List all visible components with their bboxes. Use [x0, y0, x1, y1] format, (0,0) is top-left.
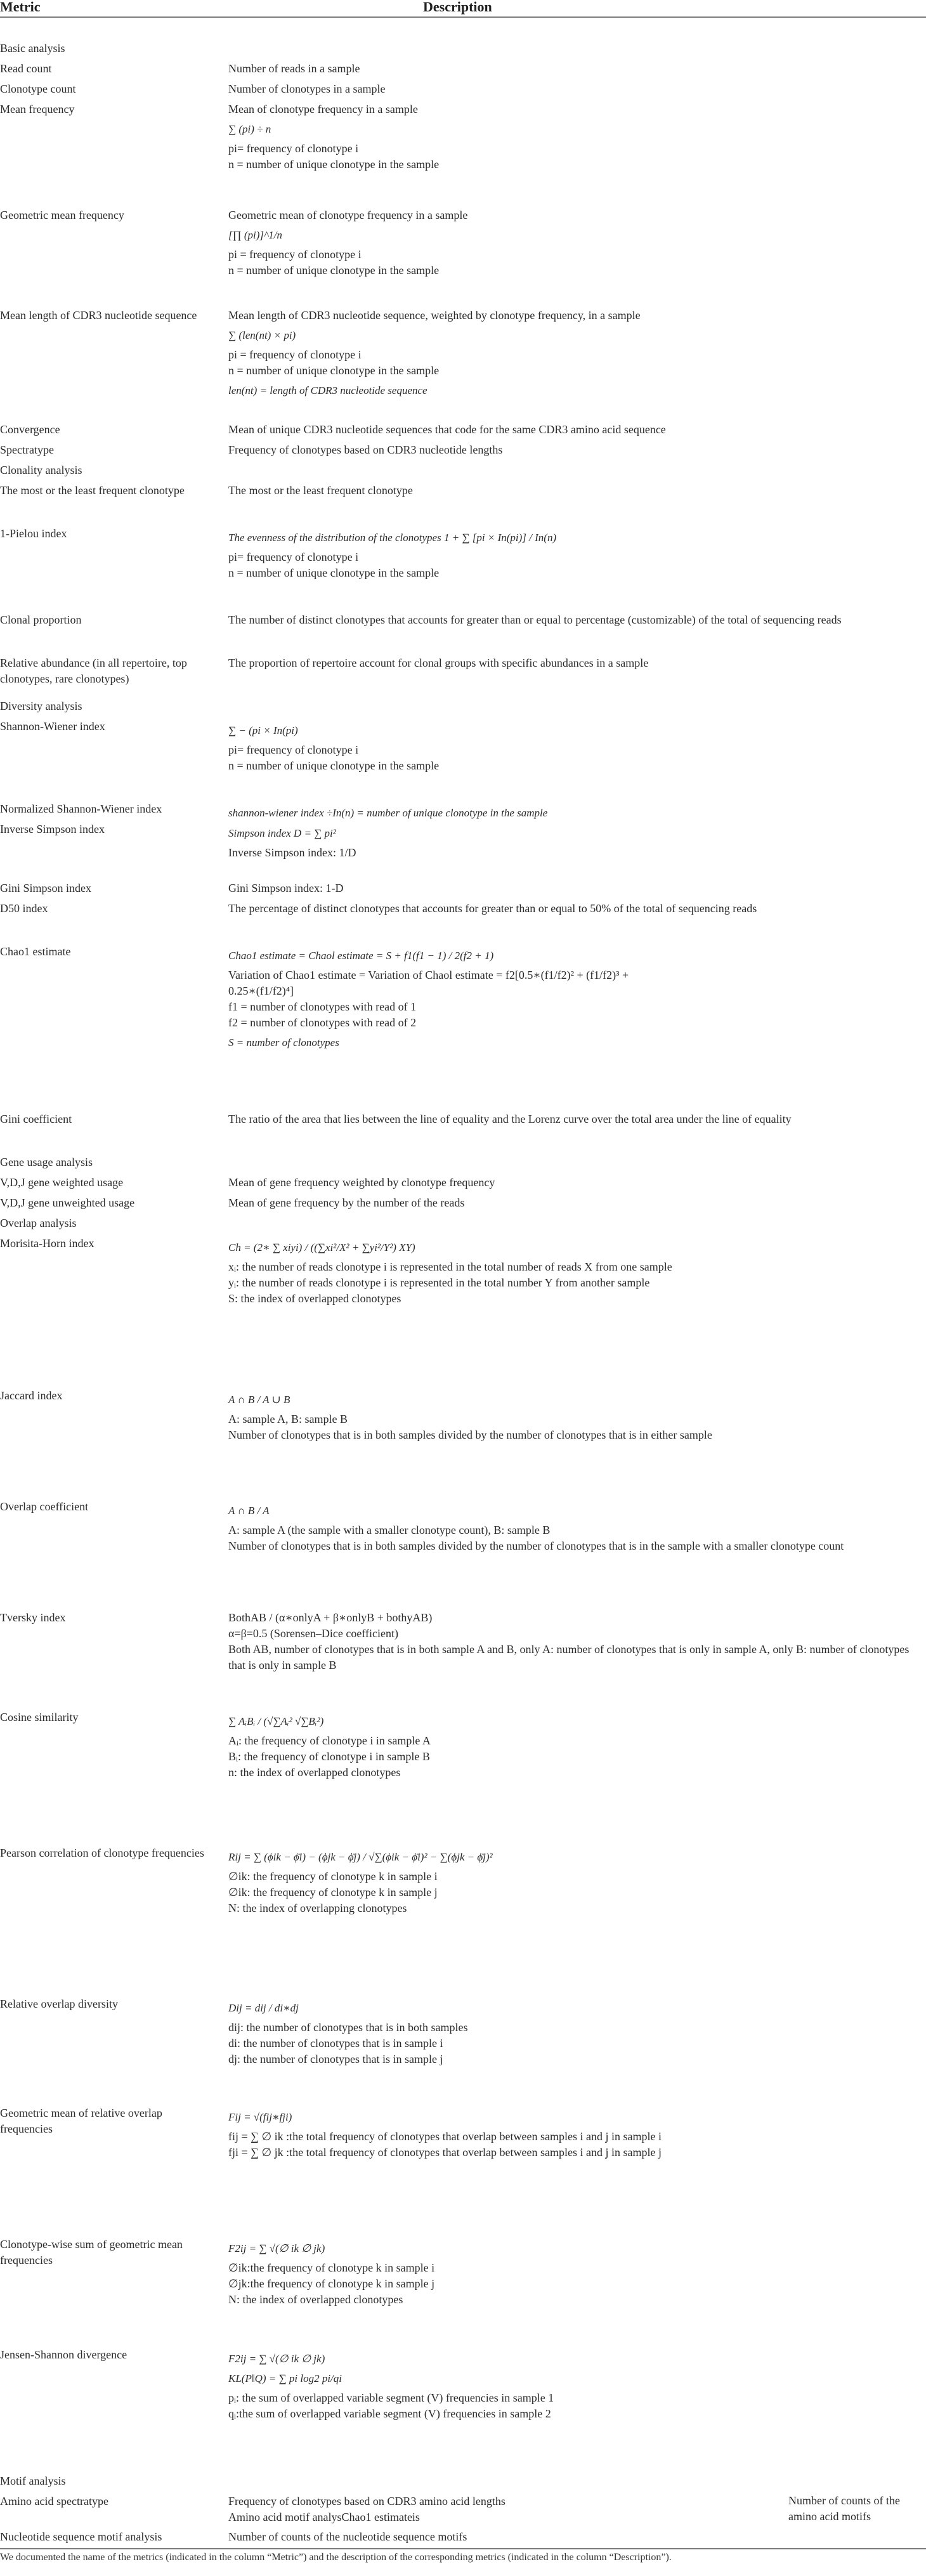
- metric-name: Inverse Simpson index: [0, 823, 105, 835]
- description-line: Both AB, number of clonotypes that is in both sample A and B, only A: number of clonotypes that is only in sample A, only B: number of clonotypes that is only in sample B: [228, 1643, 910, 1671]
- section-title: Basic analysis: [0, 42, 65, 55]
- formula-line: S = number of clonotypes: [228, 1036, 339, 1049]
- formula-line: A ∩ B / A ∪ B: [228, 1394, 290, 1406]
- section-title: Motif analysis: [0, 2475, 66, 2487]
- description-line: n = number of unique clonotype in the sample: [228, 566, 440, 579]
- description-line: Gini Simpson index: 1-D: [228, 882, 344, 894]
- metric-name: Cosine similarity: [0, 1711, 79, 1723]
- description-line: ∅ik: the frequency of clonotype k in sample j: [228, 1886, 438, 1899]
- description-line: ∅ik: the frequency of clonotype k in sample i: [228, 1870, 438, 1883]
- description-line: Number of reads in a sample: [228, 62, 360, 75]
- metric-description: [228, 2347, 923, 2422]
- formula-line: Chao1 estimate = Chaol estimate = S + f1(f1 − 1) / 2(f2 + 1): [228, 950, 494, 962]
- metric-description: [228, 1236, 923, 1307]
- description-line: Mean of gene frequency weighted by clonotype frequency: [228, 1176, 495, 1189]
- formula-line: The evenness of the distribution of the clonotypes 1 + ∑ [pi × In(pi)] / In(n): [228, 532, 557, 544]
- metric-name: Morisita-Horn index: [0, 1237, 95, 1250]
- metric-description: [228, 1195, 923, 1211]
- description-line: n = number of unique clonotype in the sample: [228, 158, 440, 171]
- description-line: Mean length of CDR3 nucleotide sequence, weighted by clonotype frequency, in a sample: [228, 309, 641, 322]
- description-line: pi= frequency of clonotype i: [228, 551, 359, 563]
- description-line: N: the index of overlapping clonotypes: [228, 1902, 407, 1914]
- formula-line: ∑ − (pi × In(pi): [228, 724, 298, 736]
- description-line: The percentage of distinct clonotypes that accounts for greater than or equal to 50% of the total of sequencing reads: [228, 902, 757, 915]
- metric-name: Overlap coefficient: [0, 1500, 89, 1513]
- description-line: fij = ∑ ∅ ik :the total frequency of clonotypes that overlap between samples i and j in sample i: [228, 2130, 662, 2143]
- description-line: yᵢ: the number of reads clonotype i is represented in the total number Y from another sample: [228, 1276, 650, 1289]
- description-line: dij: the number of clonotypes that is in both samples: [228, 2021, 468, 2034]
- formula-line: Dij = dij / di∗dj: [228, 2002, 299, 2014]
- metric-name: Spectratype: [0, 443, 54, 456]
- section-title: Overlap analysis: [0, 1217, 77, 1229]
- metric-description: [228, 207, 923, 278]
- metric-name: Clonotype count: [0, 82, 76, 95]
- description-line: pi= frequency of clonotype i: [228, 743, 359, 756]
- amino-acid-motif-description: Number of counts of the amino acid motifs: [788, 2494, 900, 2523]
- metric-description: [228, 612, 923, 628]
- metric-name: Gini Simpson index: [0, 882, 92, 894]
- description-line: Mean of unique CDR3 nucleotide sequences that code for the same CDR3 amino acid sequence: [228, 423, 666, 436]
- metric-description: [228, 655, 923, 671]
- metric-description: [228, 901, 923, 917]
- description-line: di: the number of clonotypes that is in sample i: [228, 2037, 443, 2050]
- description-line: pi = frequency of clonotype i: [228, 348, 362, 361]
- metric-name: Pearson correlation of clonotype frequencies: [0, 1847, 204, 1859]
- metric-description: [228, 821, 923, 861]
- metric-description: [228, 1845, 923, 1916]
- description-line: pᵢ: the sum of overlapped variable segment (V) frequencies in sample 1: [228, 2391, 554, 2404]
- description-line: Aᵢ: the frequency of clonotype i in sample A: [228, 1734, 431, 1747]
- metric-description: [228, 422, 923, 438]
- description-line: The ratio of the area that lies between the line of equality and the Lorenz curve over the total area under the line of equality: [228, 1113, 792, 1125]
- metric-name: Chao1 estimate: [0, 945, 71, 958]
- metric-description: [228, 483, 923, 499]
- formula-line: ∑ (len(nt) × pi): [228, 329, 296, 341]
- description-line: Variation of Chao1 estimate = Variation of Chaol estimate = f2[0.5∗(f1/f2)² + (f1/f2)³ +: [228, 969, 629, 981]
- metric-name: Relative overlap diversity: [0, 1997, 118, 2010]
- metric-description: [228, 81, 923, 97]
- metric-name: Relative abundance (in all repertoire, top clonotypes, rare clonotypes): [0, 657, 187, 685]
- metric-description: [228, 1111, 923, 1127]
- description-line: Number of clonotypes that is in both samples divided by the number of clonotypes that is in either sample: [228, 1429, 712, 1441]
- formula-line: ∑ AᵢBᵢ / (√∑Aᵢ² √∑Bᵢ²): [228, 1715, 324, 1727]
- description-line: S: the index of overlapped clonotypes: [228, 1292, 401, 1305]
- description-line: dj: the number of clonotypes that is in sample j: [228, 2053, 443, 2065]
- metric-description: [228, 1388, 923, 1443]
- metric-name: Normalized Shannon-Wiener index: [0, 802, 162, 815]
- metric-name: Jensen-Shannon divergence: [0, 2348, 127, 2361]
- description-line: fji = ∑ ∅ jk :the total frequency of clonotypes that overlap between samples i and j in sample j: [228, 2146, 662, 2159]
- metric-name: Read count: [0, 62, 52, 75]
- metric-description: [228, 880, 923, 896]
- description-column-header: Description: [423, 0, 492, 15]
- description-line: A: sample A (the sample with a smaller clonotype count), B: sample B: [228, 1524, 551, 1536]
- metric-name: Clonal proportion: [0, 613, 82, 626]
- description-line: Mean of gene frequency by the number of the reads: [228, 1196, 465, 1209]
- description-line: Number of clonotypes in a sample: [228, 82, 386, 95]
- description-line: N: the index of overlapped clonotypes: [228, 2293, 403, 2306]
- description-line: n = number of unique clonotype in the sample: [228, 364, 440, 377]
- metric-description: [228, 1996, 923, 2067]
- metric-name: Jaccard index: [0, 1389, 63, 1402]
- metric-name: Amino acid spectratype: [0, 2495, 108, 2507]
- metric-description: [228, 719, 923, 774]
- metric-name: V,D,J gene unweighted usage: [0, 1196, 135, 1209]
- metric-description: [228, 2105, 923, 2161]
- metric-name: V,D,J gene weighted usage: [0, 1176, 124, 1189]
- description-line: ∅ik:the frequency of clonotype k in sample i: [228, 2261, 435, 2274]
- description-line: Frequency of clonotypes based on CDR3 nucleotide lengths: [228, 443, 503, 456]
- metric-name: Tversky index: [0, 1611, 66, 1624]
- formula-line: F2ij = ∑ √(∅ ik ∅ jk): [228, 2242, 325, 2254]
- metric-name: Mean frequency: [0, 103, 75, 115]
- description-line: pi = frequency of clonotype i: [228, 248, 362, 261]
- formula-line: ∑ (pi) ÷ n: [228, 123, 271, 135]
- formula-line: Rij = ∑ (ϕik − ϕ̄i) − (ϕjk − ϕ̄j) / √∑(ϕik − ϕ̄i)² − ∑(ϕjk − ϕ̄j)²: [228, 1851, 493, 1863]
- description-line: BothAB / (α∗onlyA + β∗onlyB + bothyAB): [228, 1611, 433, 1624]
- description-line: Inverse Simpson index: 1/D: [228, 846, 356, 859]
- description-line: qᵢ:the sum of overlapped variable segment (V) frequencies in sample 2: [228, 2407, 551, 2420]
- description-line: Bᵢ: the frequency of clonotype i in sample B: [228, 1750, 430, 1763]
- metric-name: Shannon-Wiener index: [0, 720, 105, 733]
- description-line: The most or the least frequent clonotype: [228, 484, 413, 497]
- description-line: n: the index of overlapped clonotypes: [228, 1766, 401, 1779]
- description-line: The number of distinct clonotypes that accounts for greater than or equal to percentage (customizable) of the total of sequencing reads: [228, 613, 842, 626]
- description-line: The proportion of repertoire account for clonal groups with specific abundances in a sample: [228, 657, 649, 669]
- description-line: ∅jk:the frequency of clonotype k in sample j: [228, 2277, 435, 2290]
- metric-description: [228, 1610, 923, 1673]
- metric-description: [228, 944, 923, 1054]
- description-line: f1 = number of clonotypes with read of 1: [228, 1000, 417, 1013]
- metric-name: Gini coefficient: [0, 1113, 72, 1125]
- section-title: Clonality analysis: [0, 464, 82, 476]
- metric-description: [228, 1499, 923, 1554]
- description-line: f2 = number of clonotypes with read of 2: [228, 1016, 417, 1029]
- description-line: Frequency of clonotypes based on CDR3 amino acid lengths: [228, 2495, 505, 2507]
- description-line: xᵢ: the number of reads clonotype i is represented in the total number of reads X from one sample: [228, 1260, 672, 1273]
- formula-line: shannon-wiener index ÷In(n) = number of unique clonotype in the sample: [228, 807, 548, 819]
- metric-description: [228, 2237, 923, 2308]
- metric-name: Convergence: [0, 423, 60, 436]
- formula-line: F2ij = ∑ √(∅ ik ∅ jk): [228, 2353, 325, 2365]
- formula-line: Ch = (2∗ ∑ xiyi) / ((∑xi²/X² + ∑yi²/Y²) XY): [228, 1241, 415, 1253]
- description-line: pi= frequency of clonotype i: [228, 142, 359, 155]
- metric-name: Geometric mean frequency: [0, 209, 124, 221]
- formula-line: A ∩ B / A: [228, 1505, 270, 1517]
- metric-description: [228, 442, 923, 458]
- description-line: α=β=0.5 (Sorensen–Dice coefficient): [228, 1627, 398, 1640]
- metric-name: Nucleotide sequence motif analysis: [0, 2530, 162, 2543]
- formula-line: KL(P‖Q) = ∑ pi log2 pi/qi: [228, 2372, 342, 2384]
- table-header: [0, 0, 926, 18]
- metric-description: [228, 1175, 923, 1191]
- section-title: Diversity analysis: [0, 700, 82, 712]
- metric-name: Clonotype-wise sum of geometric mean frequencies: [0, 2238, 183, 2266]
- formula-line: [∏ (pi)]^1/n: [228, 229, 282, 241]
- metric-name: Mean length of CDR3 nucleotide sequence: [0, 309, 197, 322]
- description-line: Number of clonotypes that is in both samples divided by the number of clonotypes that is in the sample with a smaller clonotype count: [228, 1540, 844, 1552]
- formula-line: Fij = √(fij∗fji): [228, 2111, 292, 2123]
- metric-name: The most or the least frequent clonotype: [0, 484, 185, 497]
- description-line: A: sample A, B: sample B: [228, 1413, 348, 1425]
- section-title: Gene usage analysis: [0, 1156, 93, 1168]
- metric-description: [228, 308, 923, 402]
- metric-description: [228, 1710, 923, 1781]
- formula-line: Simpson index D = ∑ pi²: [228, 827, 336, 839]
- metric-name: 1-Pielou index: [0, 527, 67, 540]
- metric-column-header: Metric: [0, 0, 41, 15]
- table-footnote: We documented the name of the metrics (indicated in the column “Metric”) and the description of the corresponding metrics (indicated in the column “Description”).: [0, 2548, 926, 2563]
- description-line: Number of counts of the nucleotide sequence motifs: [228, 2530, 467, 2543]
- description-line: n = number of unique clonotype in the sample: [228, 759, 440, 772]
- description-line: 0.25∗(f1/f2)⁴]: [228, 984, 294, 997]
- formula-line: len(nt) = length of CDR3 nucleotide sequence: [228, 384, 427, 396]
- metric-name: Geometric mean of relative overlap frequencies: [0, 2107, 162, 2135]
- metric-description: [228, 61, 923, 77]
- amino-acid-motif-label: Amino acid motif analysChao1 estimateis: [228, 2511, 420, 2523]
- metric-name: D50 index: [0, 902, 48, 915]
- description-line: Geometric mean of clonotype frequency in a sample: [228, 209, 468, 221]
- description-line: Mean of clonotype frequency in a sample: [228, 103, 418, 115]
- metric-description: [228, 101, 923, 173]
- description-line: n = number of unique clonotype in the sample: [228, 264, 440, 277]
- metric-description: [228, 526, 923, 581]
